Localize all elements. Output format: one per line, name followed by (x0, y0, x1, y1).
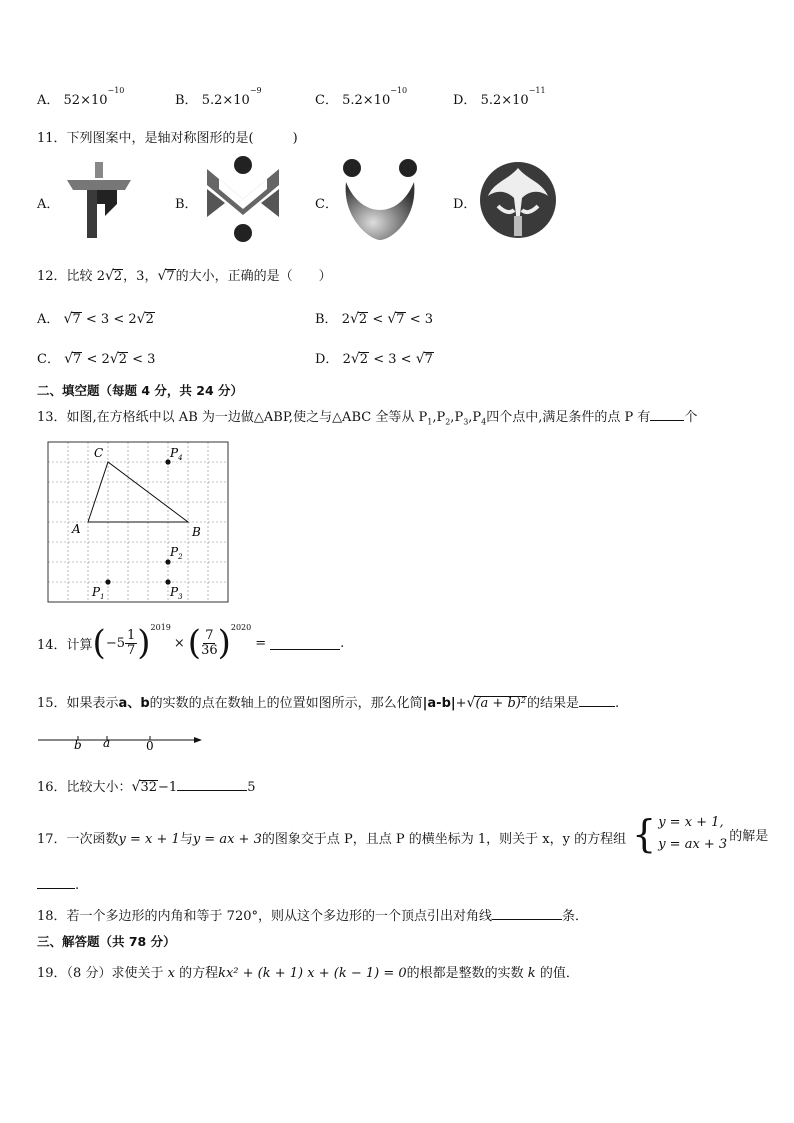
q17-answer: . (37, 876, 79, 893)
q12-option-a: A． √7 < 3 < 2√2 (37, 311, 154, 327)
point-label-p2: $P_2$ (170, 545, 183, 561)
q17-stem: 17．一次函数y = x + 1与y = ax + 3的图象交于点 P，且点 P 的横坐标为 1，则关于 x，y 的方程组 (37, 832, 627, 847)
q10-option-b: B． $5.2\times 10^{-9}$ (175, 86, 262, 108)
q11-stem: 11．下列图案中，是轴对称图形的是( ) (37, 131, 298, 146)
point-label-p3: $P_3$ (170, 585, 183, 601)
q10-option-d: D． $5.2\times 10^{-11}$ (453, 86, 546, 108)
q18-answer-blank[interactable] (492, 907, 562, 920)
q11-label-a: A． (37, 197, 60, 212)
point-label-c: C (94, 446, 104, 460)
q16-answer-blank[interactable] (177, 778, 247, 791)
q15-answer-blank[interactable] (579, 694, 615, 707)
point-label-p1: $P_1$ (92, 585, 105, 601)
q19-stem: 19．（8 分）求使关于 x 的方程kx² + (k + 1) x + (k − 1) = 0的根都是整数的实数 k 的值． (37, 966, 579, 981)
q12-stem: 12．比较 2√2，3，√7的大小，正确的是（ ） (37, 268, 332, 284)
q11-label-c: C． (315, 197, 338, 212)
q11-label-b: B． (175, 197, 198, 212)
q14-stem: 14．计算 ( −5 $\frac{1}{7}$ ) $^{2019}$ × ( $\frac{7}{36}$ ) $^{2020}$ = . (37, 623, 345, 663)
q10-option-c: C． $5.2\times 10^{-10}$ (315, 86, 408, 108)
point-label-p4: $P_4$ (170, 446, 183, 462)
axis-label-zero: 0 (146, 739, 154, 753)
q12-option-b: B． 2√2 < √7 < 3 (315, 311, 434, 327)
q11-label-d: D． (453, 197, 477, 212)
q13-grid-figure (46, 440, 230, 604)
q13-stem: 13．如图,在方格纸中以 AB 为一边做△ABP,使之与△ABC 全等从 $P_1,P_2,P_3,P_4$四个点中,满足条件的点 P 有 个 (37, 410, 698, 427)
point-label-b: B (192, 525, 201, 539)
q17-system: { y = x + 1, y = ax + 3 的解是 (632, 812, 769, 856)
q14-answer-blank[interactable] (270, 637, 340, 650)
q13-answer-blank[interactable] (650, 408, 684, 421)
q12-option-c: C． √7 < 2√2 < 3 (37, 351, 156, 367)
railway-logo-icon (205, 155, 281, 243)
section-solution-header: 三、解答题（共 78 分） (37, 934, 176, 949)
section-fill-blank-header: 二、填空题（每题 4 分，共 24 分） (37, 383, 244, 398)
q16-stem: 16．比较大小：√32−1 5 (37, 779, 256, 795)
q10-option-a: A． $52\times 10^{-10}$ (37, 86, 125, 108)
q15-stem: 15．如果表示a、b的实数的点在数轴上的位置如图所示，那么化简$|a-b|+√(a + b)^2$的结果是 . (37, 695, 620, 711)
point-label-a: A (72, 522, 81, 536)
q17-answer-blank[interactable] (37, 876, 75, 889)
q18-stem: 18．若一个多边形的内角和等于 720°，则从这个多边形的一个顶点引出对角线 条． (37, 909, 589, 924)
opera-mask-icon (478, 160, 558, 240)
zhong-emblem-icon (65, 160, 135, 242)
panda-logo-icon (340, 158, 420, 242)
q12-option-d: D． 2√2 < 3 < √7 (315, 351, 433, 367)
axis-label-b: b (74, 738, 82, 752)
axis-label-a: a (103, 736, 111, 750)
number-line (36, 728, 204, 754)
